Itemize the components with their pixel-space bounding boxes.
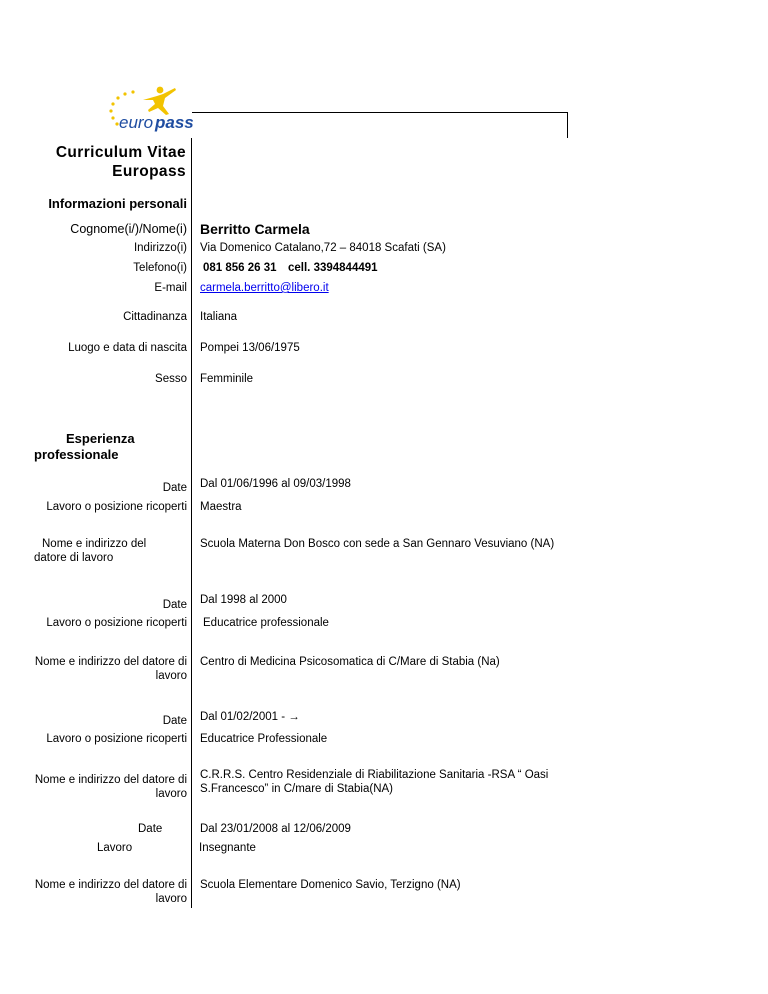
employer-value: C.R.R.S. Centro Residenziale di Riabilitazione Sanitaria -RSA “ Oasi: [200, 769, 549, 781]
cell-value: cell. 3394844491: [288, 262, 378, 274]
role-label: Lavoro o posizione ricoperti: [46, 501, 187, 513]
birth-value: Pompei 13/06/1975: [200, 342, 300, 354]
section-heading-personal: Informazioni personali: [48, 196, 187, 211]
cv-title-line1: Curriculum Vitae: [55, 144, 186, 161]
birth-label: Luogo e data di nascita: [68, 342, 187, 354]
date-label: Date: [162, 599, 187, 611]
header-rule: [192, 112, 567, 113]
svg-text:pass: pass: [155, 113, 194, 132]
phone-label: Telefono(i): [133, 262, 187, 274]
employer-value: Scuola Elementare Domenico Savio, Terzigno (NA): [200, 879, 461, 891]
role-label: Lavoro o posizione ricoperti: [46, 617, 187, 629]
role-value: Educatrice professionale: [203, 617, 329, 629]
europass-logo-graphic: [105, 84, 197, 132]
citizenship-value: Italiana: [200, 311, 238, 323]
sex-value: Femminile: [200, 373, 254, 385]
employer-label: Nome e indirizzo del: [42, 538, 147, 550]
cv-title-line2: Europass: [112, 163, 186, 180]
section-heading-experience-1: Esperienza: [66, 431, 135, 446]
date-label: Date: [138, 823, 163, 835]
citizenship-label: Cittadinanza: [123, 311, 187, 323]
svg-text:euro: euro: [119, 113, 154, 132]
name-value: Berritto Carmela: [200, 221, 310, 237]
europass-logo: [105, 84, 197, 132]
employer-label: Nome e indirizzo del datore di: [34, 774, 187, 786]
phone-value: 081 856 26 31: [203, 262, 277, 274]
employer-label: lavoro: [155, 788, 187, 800]
employer-label: Nome e indirizzo del datore di: [34, 879, 187, 891]
address-value: Via Domenico Catalano,72 – 84018 Scafati (SA): [200, 242, 446, 254]
employer-label: datore di lavoro: [34, 552, 114, 564]
role-label: Lavoro o posizione ricoperti: [46, 733, 187, 745]
role-value: Insegnante: [199, 842, 256, 854]
name-label: Cognome(i/)/Nome(i): [70, 222, 187, 236]
date-label: Date: [162, 482, 187, 494]
employer-value: Scuola Materna Don Bosco con sede a San Gennaro Vesuviano (NA): [200, 538, 555, 550]
date-value: Dal 1998 al 2000: [200, 594, 287, 606]
cv-title: [56, 143, 186, 181]
date-label: Date: [162, 715, 187, 727]
date-value: [200, 710, 300, 725]
role-value: Maestra: [200, 501, 242, 513]
employer-value: Centro di Medicina Psicosomatica di C/Mare di Stabia (Na): [200, 656, 500, 668]
date-value: Dal 01/06/1996 al 09/03/1998: [200, 478, 351, 490]
column-divider: [191, 138, 192, 908]
email-label: E-mail: [154, 282, 187, 294]
employer-label: lavoro: [155, 670, 187, 682]
arrow-right-icon: →: [288, 711, 300, 723]
role-label: Lavoro: [97, 842, 133, 854]
section-heading-experience-2: professionale: [34, 447, 119, 462]
date-value: Dal 23/01/2008 al 12/06/2009: [200, 823, 351, 835]
role-value: Educatrice Professionale: [200, 733, 328, 745]
header-rule-end: [567, 112, 568, 138]
sex-label: Sesso: [155, 373, 187, 385]
email-link[interactable]: carmela.berritto@libero.it: [200, 282, 329, 294]
date-value-text: Dal 01/02/2001 -: [200, 711, 286, 723]
address-label: Indirizzo(i): [133, 242, 187, 254]
employer-label: lavoro: [155, 893, 187, 905]
employer-value: S.Francesco” in C/mare di Stabia(NA): [200, 783, 394, 795]
employer-label: Nome e indirizzo del datore di: [34, 656, 187, 668]
